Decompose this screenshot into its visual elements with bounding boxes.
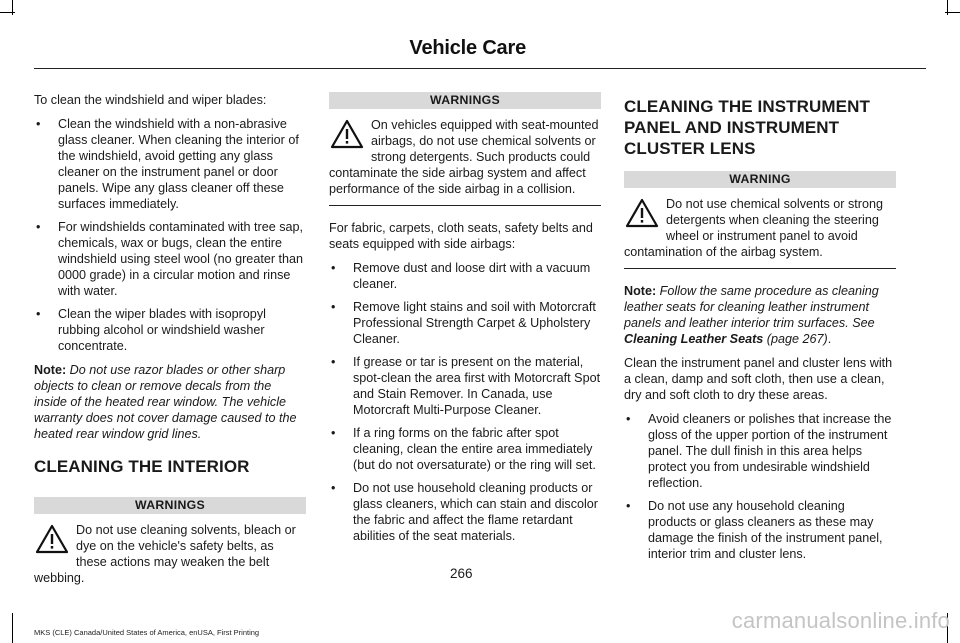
warning-divider [329, 205, 601, 206]
list-item: • Do not use household cleaning products or glass cleaners, which can stain and discolor the fabric and affect the flame retardant abilities of the seat materials. [329, 480, 601, 544]
warning-box [34, 522, 306, 586]
note-text: Do not use razor blades or other sharp objects to clean or remove decals from the inside of the heated rear window. The vehicle warranty does not cover damage caused to the heated rear window grid lines. [34, 363, 297, 441]
page-reference: (page 267) [763, 332, 828, 346]
watermark: carmanualsonline.info [731, 608, 950, 633]
list-item: • Remove light stains and soil with Motorcraft Professional Strength Carpet & Upholstery Cleaner. [329, 299, 601, 347]
note-label: Note: [624, 284, 657, 298]
footer-edition: MKS (CLE) Canada/United States of America, enUSA, First Printing [34, 628, 260, 637]
crop-mark [12, 0, 13, 15]
column-right [624, 92, 896, 570]
list-item: • For windshields contaminated with tree sap, chemicals, wax or bugs, clean the entire windshield using steel wool (no greater than 0000 grade) in a circular motion and rinse with water. [34, 219, 306, 299]
windshield-steps-list [34, 116, 306, 354]
crop-mark [947, 0, 948, 15]
warning-box [329, 117, 601, 197]
list-item: • Do not use any household cleaning products or glass cleaners as these may damage the finish of the instrument panel, interior trim and cluster lens. [624, 498, 896, 562]
crop-mark [12, 613, 13, 643]
warning-text: Do not use cleaning solvents, bleach or dye on the vehicle's safety belts, as these actions may weaken the belt webbing. [34, 523, 296, 585]
column-left [34, 92, 306, 586]
warning-title-bar: WARNINGS [329, 92, 601, 109]
leather-note [624, 283, 896, 347]
windshield-intro: To clean the windshield and wiper blades: [34, 93, 267, 107]
note-label: Note: [34, 363, 67, 377]
list-item: • Remove dust and loose dirt with a vacuum cleaner. [329, 260, 601, 292]
warning-divider [624, 268, 896, 269]
note-text: Follow the same procedure as cleaning leather seats for cleaning leather instrument panels and leather interior trim surfaces. See [624, 284, 879, 330]
warning-box [624, 196, 896, 260]
warning-triangle-icon [329, 118, 365, 150]
section-heading-interior: CLEANING THE INTERIOR [34, 457, 250, 476]
cross-reference-link[interactable]: Cleaning Leather Seats [624, 332, 764, 346]
warning-text: On vehicles equipped with seat-mounted airbags, do not use chemical solvents or strong detergents. Such products could contaminate the side airbag system and affect performance of the side airbag in a collision. [329, 118, 599, 196]
section-heading-instrument-panel: CLEANING THE INSTRUMENT PANEL AND INSTRUMENT CLUSTER LENS [624, 97, 870, 158]
header-divider [34, 68, 926, 69]
list-item: • If grease or tar is present on the material, spot-clean the area first with Motorcraft Spot and Stain Remover. In Canada, use Motorcraft Multi-Purpose Cleaner. [329, 354, 601, 418]
warning-triangle-icon [624, 197, 660, 229]
rear-window-note [34, 362, 306, 442]
note-end: . [827, 332, 832, 346]
fabric-intro: For fabric, carpets, cloth seats, safety belts and seats equipped with side airbags: [329, 221, 593, 251]
page-title: Vehicle Care [409, 37, 526, 59]
warning-triangle-icon [34, 523, 70, 555]
list-item: • If a ring forms on the fabric after spot cleaning, clean the entire area immediately (but do not oversaturate) or the ring will set. [329, 425, 601, 473]
instrument-panel-paragraph: Clean the instrument panel and cluster lens with a clean, damp and soft cloth, then use a clean, dry and soft cloth to dry these areas. [624, 356, 893, 402]
list-item: • Avoid cleaners or polishes that increase the gloss of the upper portion of the instrument panel. The dull finish in this area helps protect you from undesirable windshield reflection. [624, 411, 896, 491]
warning-title-bar: WARNING [624, 171, 896, 188]
column-middle [329, 92, 601, 552]
fabric-steps-list [329, 260, 601, 544]
warning-title-bar: WARNINGS [34, 497, 306, 514]
warning-text: Do not use chemical solvents or strong detergents when cleaning the steering wheel or instrument panel to avoid contamination of the airbag system. [624, 197, 883, 259]
instrument-panel-steps-list [624, 411, 896, 562]
list-item: • Clean the windshield with a non-abrasive glass cleaner. When cleaning the interior of the windshield, avoid getting any glass cleaner on the instrument panel or door panels. Wipe any glass cleaner off these surfaces immediately. [34, 116, 306, 212]
page-number: 266 [450, 566, 473, 581]
list-item: • Clean the wiper blades with isopropyl rubbing alcohol or windshield washer concentrate. [34, 306, 306, 354]
